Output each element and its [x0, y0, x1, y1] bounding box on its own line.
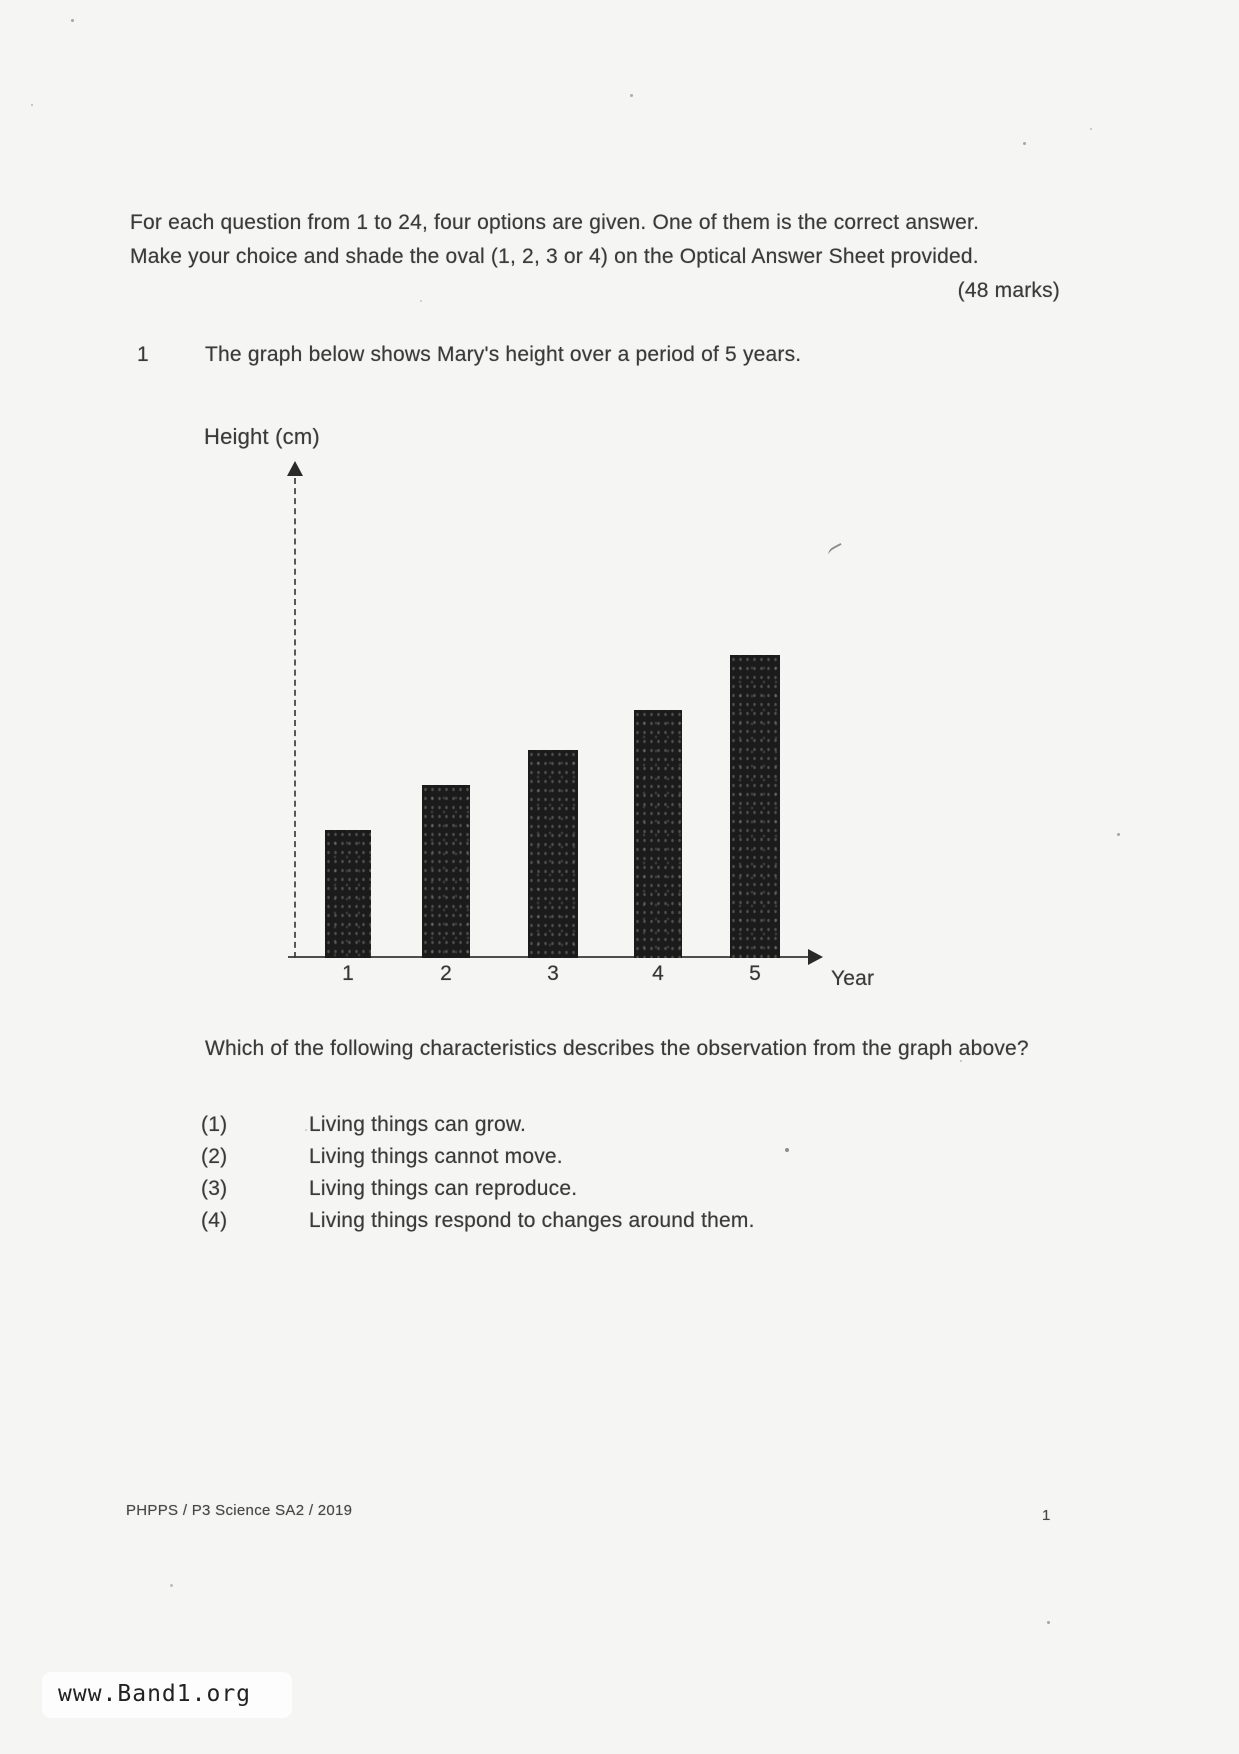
x-tick-1: 1	[342, 962, 354, 985]
option-3-text: Living things can reproduce.	[309, 1177, 578, 1200]
y-axis-arrow-icon	[287, 461, 303, 476]
instruction-block	[130, 206, 1060, 308]
marks-total: (48 marks)	[957, 279, 1060, 302]
y-axis-line	[294, 478, 296, 958]
bar-year-5	[730, 655, 780, 958]
watermark-text: www.Band1.org	[58, 1681, 252, 1707]
question-intro: The graph below shows Mary's height over a period of 5 years.	[205, 343, 802, 366]
x-tick-4: 4	[652, 962, 664, 985]
scan-speckle	[420, 300, 422, 302]
bar-year-1	[325, 830, 371, 958]
instruction-line-1: For each question from 1 to 24, four options are given. One of them is the correct answer.	[130, 211, 980, 234]
footer-document-id: PHPPS / P3 Science SA2 / 2019	[126, 1502, 353, 1519]
scan-speckle	[1023, 142, 1026, 145]
option-3-label: (3)	[201, 1177, 228, 1200]
scan-speckle	[1047, 1621, 1050, 1624]
scan-speckle	[305, 1129, 307, 1131]
scan-speckle	[1117, 833, 1120, 836]
option-4-label: (4)	[201, 1209, 228, 1232]
scan-pen-mark	[827, 543, 846, 559]
instruction-line-2: Make your choice and shade the oval (1, 2, 3 or 4) on the Optical Answer Sheet provided.	[130, 245, 979, 268]
scan-speckle	[71, 19, 74, 22]
x-axis-arrow-icon	[808, 949, 823, 965]
scan-speckle	[31, 104, 33, 106]
bar-year-3	[528, 750, 578, 958]
scan-speckle	[1090, 128, 1092, 130]
scan-speckle	[170, 1584, 173, 1587]
bar-year-4	[634, 710, 682, 958]
x-tick-5: 5	[749, 962, 761, 985]
option-2-label: (2)	[201, 1145, 228, 1168]
question-stem: Which of the following characteristics describes the observation from the graph above?	[205, 1037, 1029, 1060]
question-number: 1	[137, 343, 149, 366]
bar-year-2	[422, 785, 470, 958]
x-axis-label: Year	[831, 967, 875, 990]
y-axis-label: Height (cm)	[204, 424, 320, 449]
option-1-text: Living things can grow.	[309, 1113, 527, 1136]
option-1-label: (1)	[201, 1113, 228, 1136]
option-2-text: Living things cannot move.	[309, 1145, 563, 1168]
x-tick-3: 3	[547, 962, 559, 985]
scan-speckle	[630, 94, 633, 97]
scan-speckle	[960, 1060, 962, 1062]
footer-page-number: 1	[1042, 1507, 1051, 1524]
x-tick-2: 2	[440, 962, 452, 985]
scan-speckle	[785, 1148, 789, 1152]
option-4-text: Living things respond to changes around them.	[309, 1209, 755, 1232]
